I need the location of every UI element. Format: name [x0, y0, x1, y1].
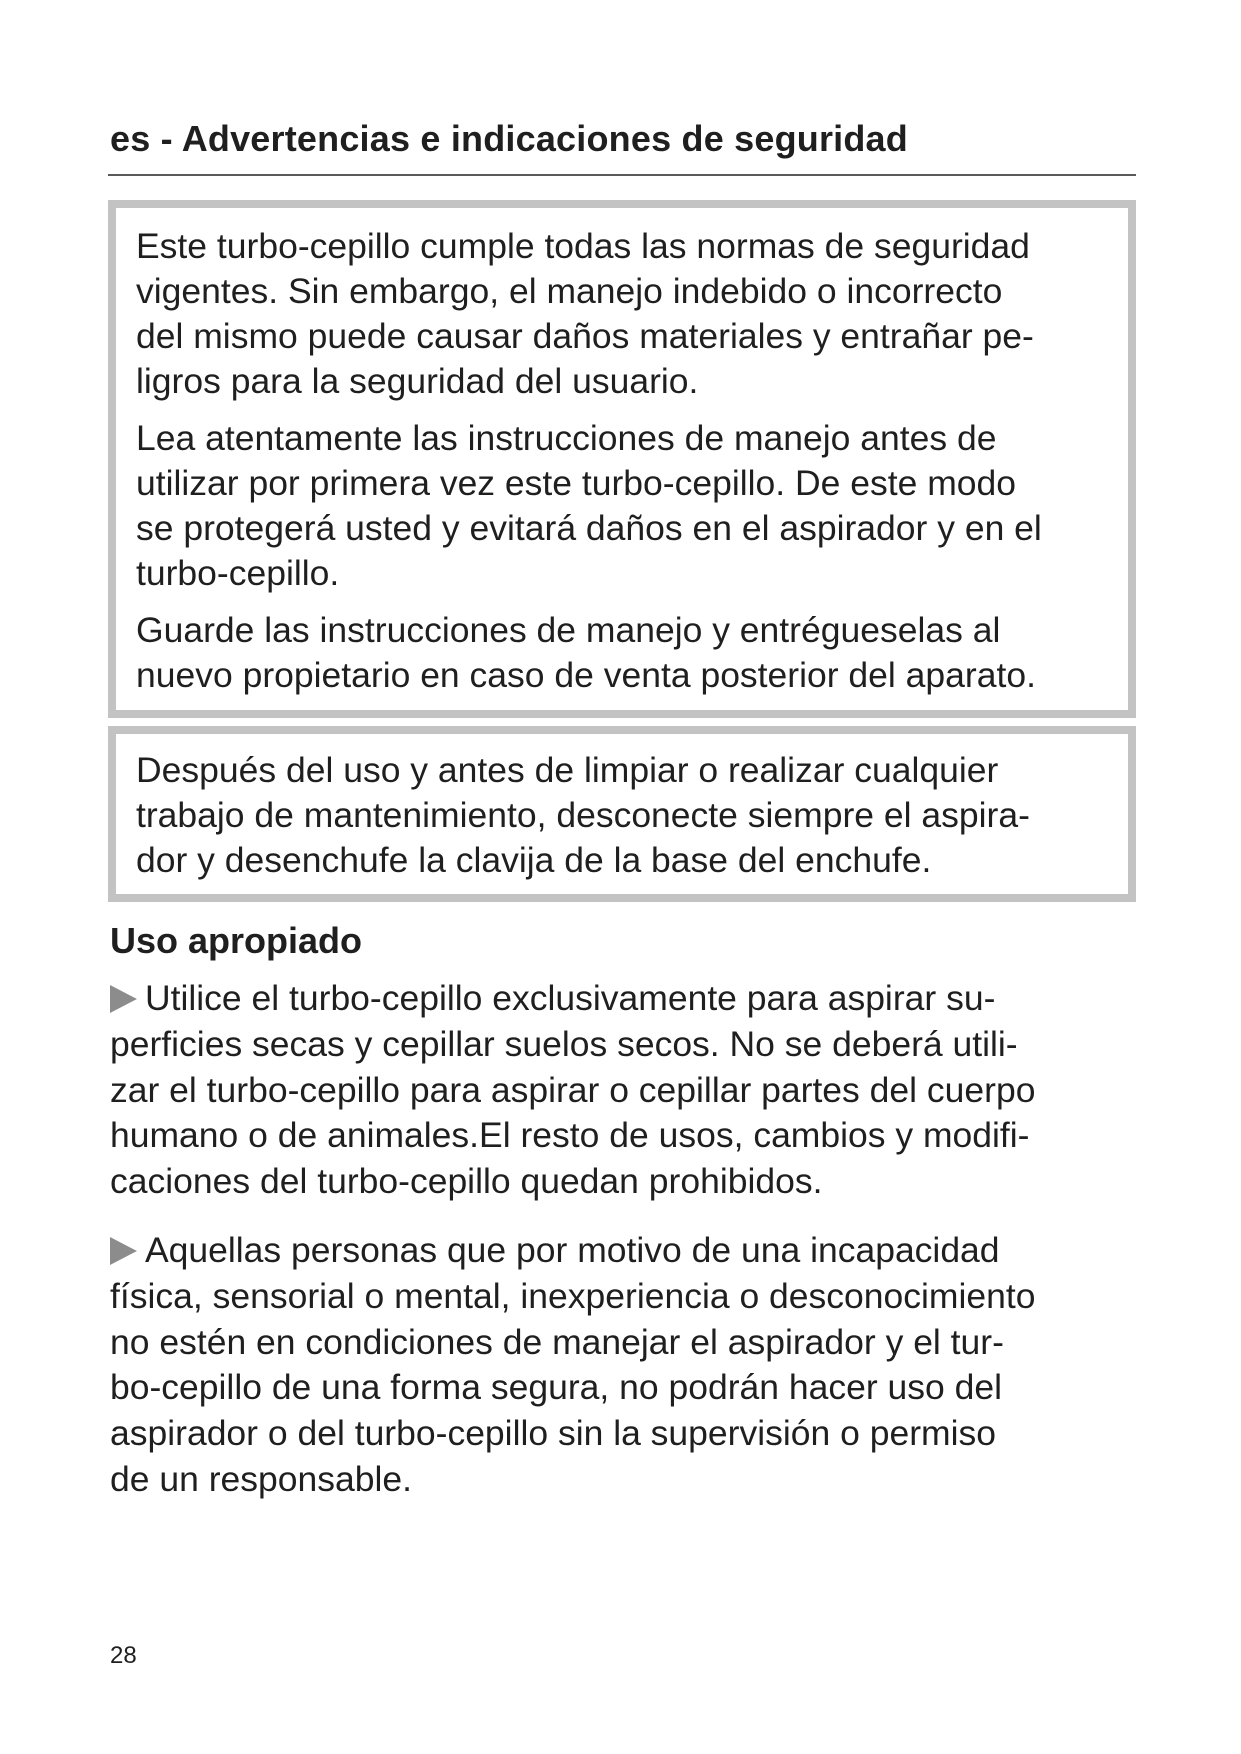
text-line: vigentes. Sin embargo, el manejo indebido o incorrecto: [136, 271, 1003, 311]
text-line-content: Utilice el turbo-cepillo exclusivamente para aspirar su-: [145, 978, 996, 1018]
safety-notice-box: [108, 200, 1136, 718]
notice-paragraph: [136, 416, 1128, 596]
text-line: trabajo de mantenimiento, desconecte siempre el aspira-: [136, 795, 1030, 835]
notice-paragraph: [136, 224, 1128, 404]
text-line: del mismo puede causar daños materiales y entrañar pe-: [136, 316, 1034, 356]
text-line: [110, 1228, 1140, 1274]
notice-paragraph: [136, 608, 1128, 698]
arrow-right-icon: [110, 985, 137, 1013]
text-line: utilizar por primera vez este turbo-cepillo. De este modo: [136, 463, 1016, 503]
text-line-content: Aquellas personas que por motivo de una incapacidad: [145, 1230, 1000, 1270]
text-line: física, sensorial o mental, inexperiencia o desconocimiento: [110, 1275, 1036, 1316]
text-line: Lea atentamente las instrucciones de manejo antes de: [136, 418, 997, 458]
text-line: aspirador o del turbo-cepillo sin la supervisión o permiso: [110, 1413, 996, 1454]
text-line: perficies secas y cepillar suelos secos. No se deberá utili-: [110, 1023, 1018, 1064]
text-line: turbo-cepillo.: [136, 553, 340, 593]
text-line: bo-cepillo de una forma segura, no podrán hacer uso del: [110, 1367, 1003, 1408]
page-number: 28: [110, 1642, 137, 1669]
text-line: zar el turbo-cepillo para aspirar o cepillar partes del cuerpo: [110, 1069, 1036, 1110]
text-line: no estén en condiciones de manejar el aspirador y el tur-: [110, 1321, 1004, 1362]
text-line: se protegerá usted y evitará daños en el aspirador y en el: [136, 508, 1042, 548]
bullet-paragraph: [110, 976, 1140, 1205]
text-line: de un responsable.: [110, 1458, 412, 1499]
text-line: humano o de animales.El resto de usos, cambios y modifi-: [110, 1115, 1030, 1156]
text-line: Guarde las instrucciones de manejo y entrégueselas al: [136, 610, 1001, 650]
notice-paragraph: [136, 748, 1128, 883]
text-line: ligros para la seguridad del usuario.: [136, 361, 699, 401]
section-heading: Uso apropiado: [110, 920, 363, 961]
text-line: Este turbo-cepillo cumple todas las normas de seguridad: [136, 226, 1030, 266]
text-line: Después del uso y antes de limpiar o realizar cualquier: [136, 750, 999, 790]
text-line: dor y desenchufe la clavija de la base del enchufe.: [136, 840, 932, 880]
maintenance-notice-box: [108, 726, 1136, 902]
text-line: [110, 976, 1140, 1022]
bullet-paragraph: [110, 1228, 1140, 1503]
text-line: caciones del turbo-cepillo quedan prohibidos.: [110, 1161, 823, 1202]
page-header-title: es - Advertencias e indicaciones de seguridad: [110, 118, 908, 159]
text-line: nuevo propietario en caso de venta posterior del aparato.: [136, 655, 1036, 695]
arrow-right-icon: [110, 1237, 137, 1265]
header-divider: [108, 174, 1136, 176]
